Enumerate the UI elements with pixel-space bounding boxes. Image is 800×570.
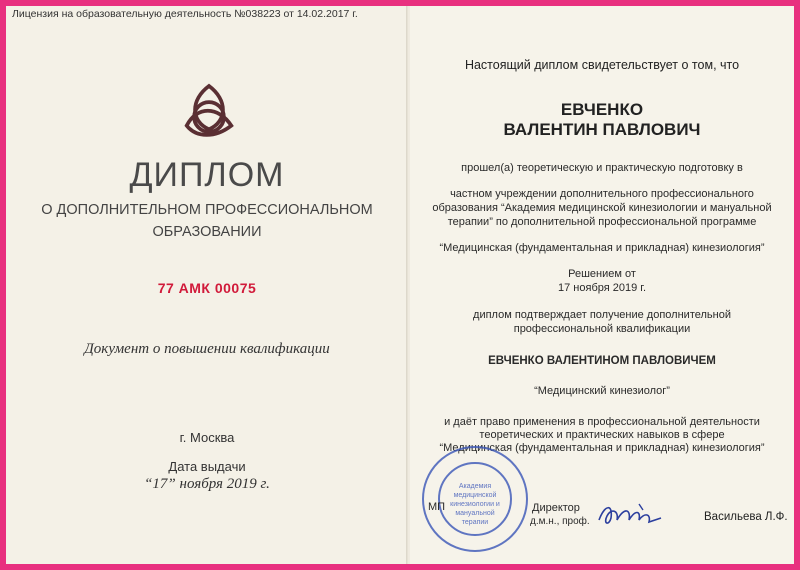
holder-surname: ЕВЧЕНКО bbox=[560, 100, 644, 119]
decision-label: Решением от bbox=[568, 268, 636, 280]
rights-line3: “Медицинская (фундаментальная и прикладная) кинезиология” bbox=[439, 442, 765, 454]
seal-stamp-icon bbox=[420, 444, 530, 554]
city: г. Москва bbox=[179, 430, 235, 445]
training-line4: терапии” по дополнительной профессиональной программе bbox=[447, 216, 757, 228]
diploma-title: ДИПЛОМ bbox=[129, 156, 285, 194]
training-line2: частном учреждении дополнительного профессионального bbox=[450, 188, 754, 200]
left-page bbox=[6, 6, 408, 564]
issue-date: “17” ноября 2019 г. bbox=[144, 476, 270, 492]
confirm-line1: диплом подтверждает получение дополнительной bbox=[473, 309, 731, 321]
issue-label: Дата выдачи bbox=[168, 459, 246, 474]
serial-number: 77 АМК 00075 bbox=[157, 280, 257, 296]
svg-text:медицинской: медицинской bbox=[453, 492, 497, 499]
certify-heading: Настоящий диплом свидетельствует о том, что bbox=[464, 58, 740, 72]
rights-line1: и даёт право применения в профессиональной деятельности bbox=[444, 416, 760, 428]
program-name: “Медицинская (фундаментальная и прикладная) кинезиология” bbox=[439, 242, 765, 254]
qualification: “Медицинский кинезиолог” bbox=[534, 385, 670, 397]
training-line3: образования “Академия медицинской кинезиологии и мануальной bbox=[432, 202, 772, 214]
document-type: Документ о повышении квалификации bbox=[84, 341, 330, 357]
training-line1: прошел(а) теоретическую и практическую подготовку в bbox=[461, 162, 743, 174]
confirm-line2: профессиональной квалификации bbox=[513, 323, 691, 335]
decision-date: 17 ноября 2019 г. bbox=[558, 282, 646, 294]
rights-line2: теоретических и практических навыков в сфере bbox=[479, 429, 725, 441]
license-text: Лицензия на образовательную деятельность №038223 от 14.02.2017 г. bbox=[12, 8, 358, 20]
right-page bbox=[410, 6, 794, 564]
triquetra-logo-icon bbox=[178, 81, 240, 143]
svg-text:терапии: терапии bbox=[461, 519, 489, 526]
seal-place-label: МП bbox=[428, 501, 446, 513]
director-title: Директор bbox=[532, 502, 580, 514]
holder-given-names: ВАЛЕНТИН ПАВЛОВИЧ bbox=[503, 120, 701, 139]
director-degree: д.м.н., проф. bbox=[530, 516, 590, 527]
signature-icon bbox=[595, 496, 665, 532]
svg-text:мануальной: мануальной bbox=[455, 510, 495, 517]
svg-text:кинезиологии и: кинезиологии и bbox=[450, 501, 500, 508]
signatory-name: Васильева Л.Ф. bbox=[704, 511, 788, 523]
diploma-subtitle-line1: О ДОПОЛНИТЕЛЬНОМ ПРОФЕССИОНАЛЬНОМ bbox=[41, 202, 373, 218]
svg-text:Академия: Академия bbox=[458, 483, 492, 490]
diploma-subtitle-line2: ОБРАЗОВАНИИ bbox=[152, 224, 262, 240]
holder-full-name: ЕВЧЕНКО ВАЛЕНТИНОМ ПАВЛОВИЧЕМ bbox=[488, 355, 716, 367]
